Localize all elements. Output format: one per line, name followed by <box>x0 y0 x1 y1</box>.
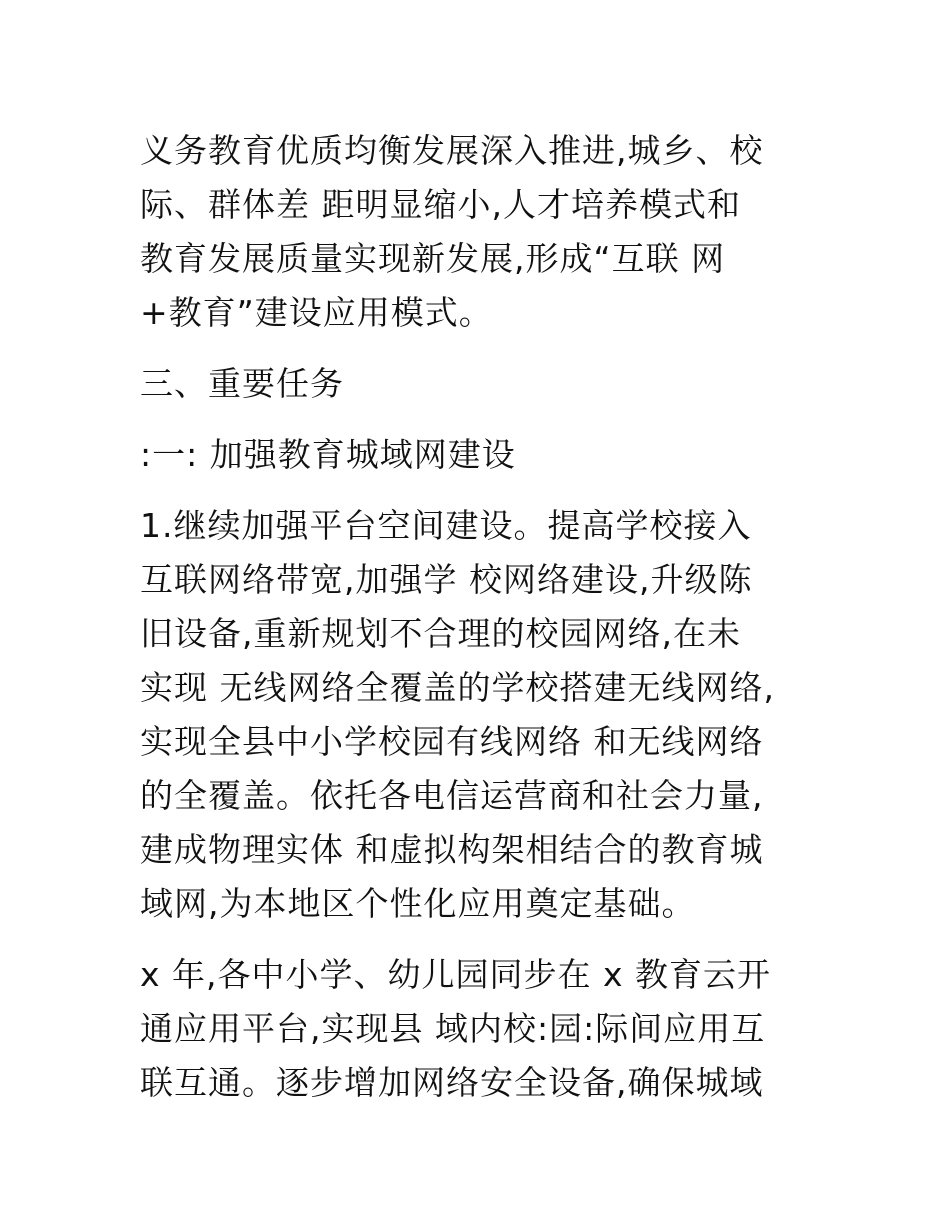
text-line: 互联网络带宽,加强学 校网络建设,升级陈 <box>140 560 753 599</box>
document-body <box>140 124 830 1127</box>
text-line: 的全覆盖。依托各电信运营商和社会力量, <box>140 776 764 815</box>
text-line: 建成物理实体 和虚拟构架相结合的教育城 <box>140 830 764 869</box>
text-line: 实现 无线网络全覆盖的学校搭建无线网络, <box>140 668 775 707</box>
item-1-continued-paragraph <box>140 948 830 1110</box>
section-heading <box>140 357 830 411</box>
subsection-heading <box>140 428 830 482</box>
text-line: 实现全县中小学校园有线网络 和无线网络 <box>140 722 764 761</box>
text-line: 域网,为本地区个性化应用奠定基础。 <box>140 884 696 923</box>
text-line: x 年,各中小学、幼儿园同步在 x 教育云开 <box>140 955 772 994</box>
item-1-paragraph <box>140 499 830 931</box>
subsection-heading-text: :一: 加强教育城域网建设 <box>140 435 516 474</box>
text-line: 际、群体差 距明显缩小,人才培养模式和 <box>140 185 741 224</box>
intro-continuation-paragraph <box>140 124 830 340</box>
text-line: 通应用平台,实现县 域内校:园:际间应用互 <box>140 1009 766 1048</box>
section-heading-text: 三、重要任务 <box>140 364 344 403</box>
text-line: 旧设备,重新规划不合理的校园网络,在未 <box>140 614 741 653</box>
text-line: 联互通。逐步增加网络安全设备,确保城域 <box>140 1063 764 1102</box>
text-line: 义务教育优质均衡发展深入推进,城乡、校 <box>140 131 764 170</box>
text-line: +教育”建设应用模式。 <box>140 293 493 332</box>
text-line: 教育发展质量实现新发展,形成“互联 网 <box>140 239 726 278</box>
text-line: 1.继续加强平台空间建设。提高学校接入 <box>140 506 752 545</box>
